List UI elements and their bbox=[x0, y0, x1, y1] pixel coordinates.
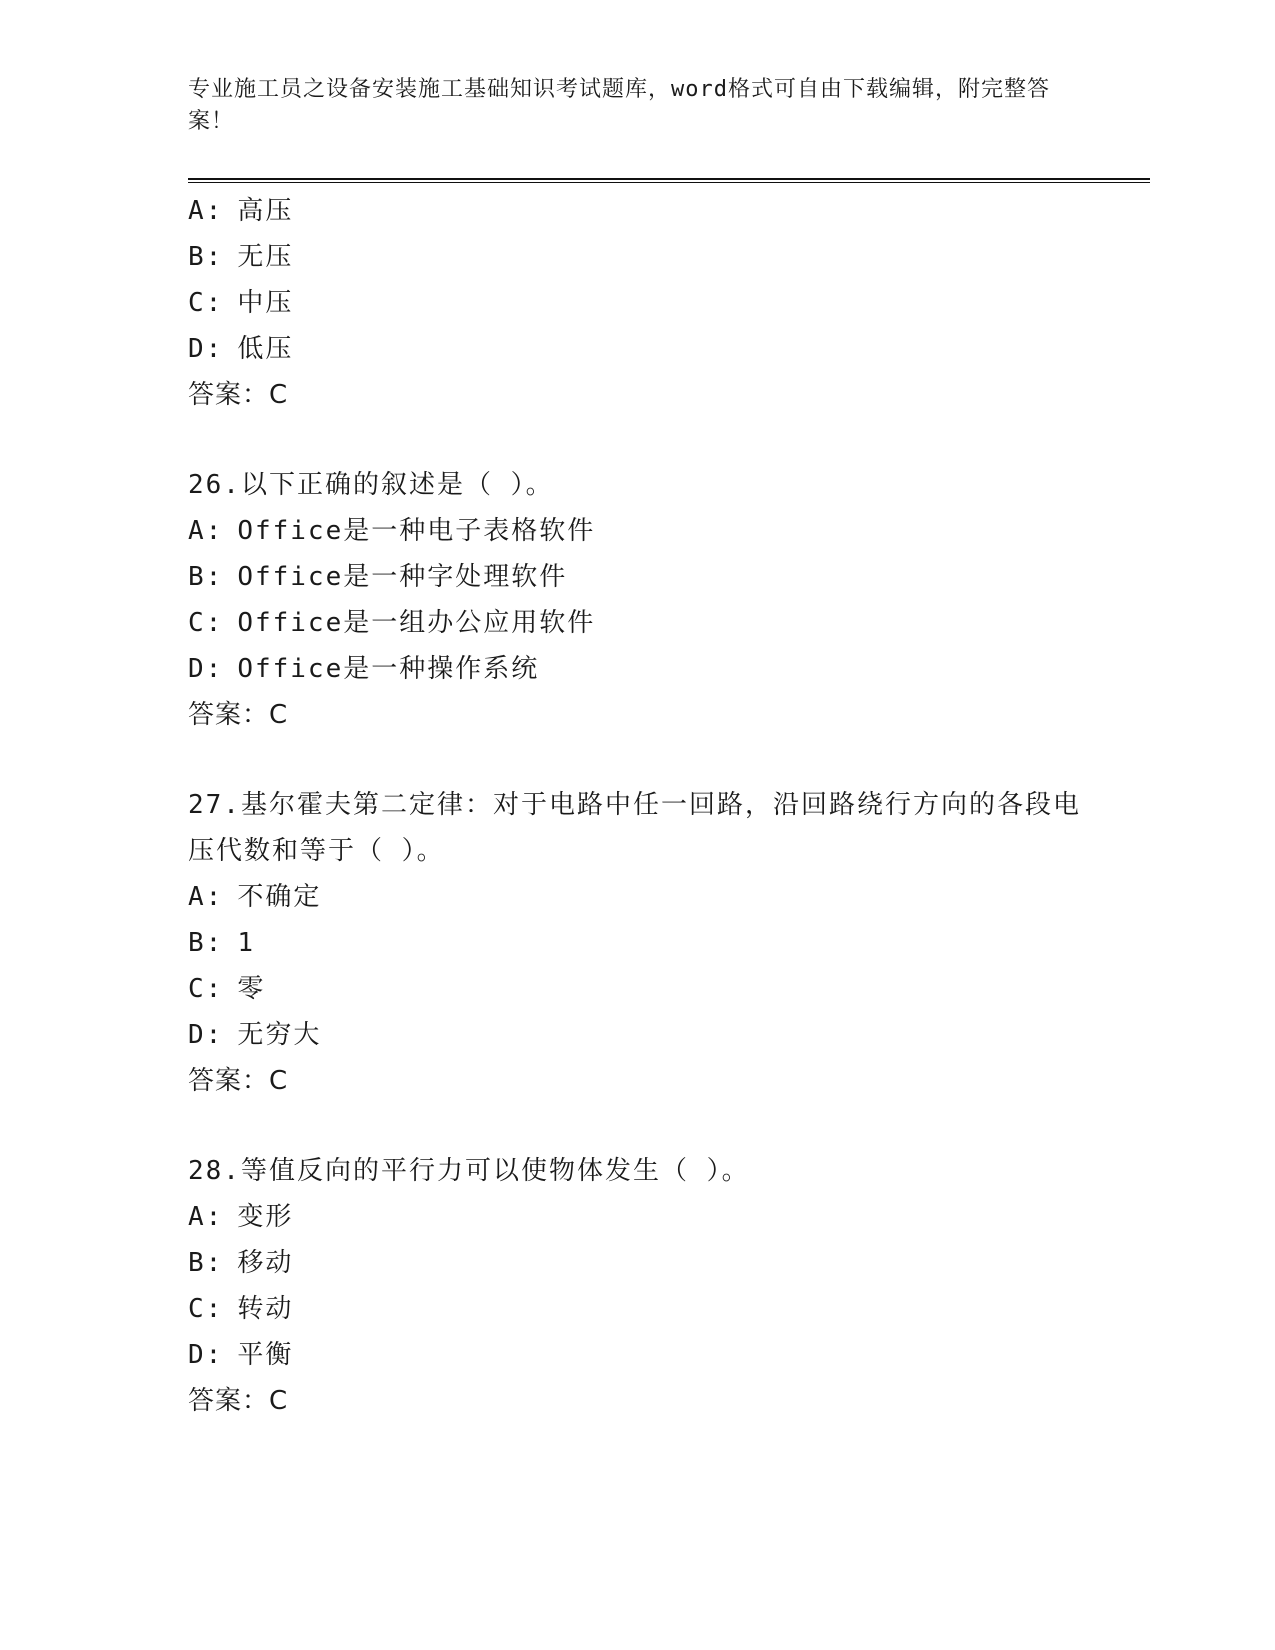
question-list bbox=[188, 188, 1088, 1424]
option-key: C: bbox=[188, 608, 224, 638]
option-text: 移动 bbox=[237, 1248, 294, 1278]
option-text: 中压 bbox=[237, 288, 294, 318]
option-key: C: bbox=[188, 288, 224, 318]
option-key: C: bbox=[188, 974, 224, 1004]
option-line bbox=[188, 874, 1088, 920]
spacer bbox=[188, 738, 1088, 782]
option-key: D: bbox=[188, 654, 224, 684]
option-text: 平衡 bbox=[237, 1340, 294, 1370]
option-line bbox=[188, 600, 1088, 646]
option-line bbox=[188, 1286, 1088, 1332]
option-text: 无压 bbox=[237, 242, 294, 272]
answer-line: 答案：C bbox=[188, 1066, 289, 1096]
option-key: D: bbox=[188, 1340, 224, 1370]
question-stem: 27.基尔霍夫第二定律：对于电路中任一回路，沿回路绕行方向的各段电压代数和等于（ ）。 bbox=[188, 790, 1081, 866]
option-text: 高压 bbox=[237, 196, 294, 226]
answer-line: 答案：C bbox=[188, 700, 289, 730]
option-text: Office是一种操作系统 bbox=[237, 654, 540, 684]
option-line bbox=[188, 920, 1088, 966]
spacer bbox=[188, 418, 1088, 462]
option-key: A: bbox=[188, 516, 224, 546]
option-text: 不确定 bbox=[237, 882, 322, 912]
option-line bbox=[188, 554, 1088, 600]
option-text: 无穷大 bbox=[237, 1020, 322, 1050]
option-text: 低压 bbox=[237, 334, 294, 364]
option-key: D: bbox=[188, 334, 224, 364]
option-text: Office是一种电子表格软件 bbox=[237, 516, 596, 546]
header-divider bbox=[188, 178, 1150, 183]
question-block bbox=[188, 462, 1088, 738]
option-line bbox=[188, 646, 1088, 692]
option-key: C: bbox=[188, 1294, 224, 1324]
option-text: 转动 bbox=[237, 1294, 294, 1324]
option-key: A: bbox=[188, 882, 224, 912]
option-key: A: bbox=[188, 196, 224, 226]
option-line bbox=[188, 1332, 1088, 1378]
option-key: B: bbox=[188, 562, 224, 592]
question-block bbox=[188, 782, 1088, 1104]
option-key: D: bbox=[188, 1020, 224, 1050]
option-line bbox=[188, 188, 1088, 234]
question-block-continued bbox=[188, 188, 1088, 418]
option-line bbox=[188, 280, 1088, 326]
option-text: Office是一组办公应用软件 bbox=[237, 608, 596, 638]
document-header: 专业施工员之设备安装施工基础知识考试题库，word格式可自由下载编辑，附完整答案！ bbox=[188, 77, 1050, 134]
option-line bbox=[188, 508, 1088, 554]
option-key: B: bbox=[188, 928, 224, 958]
option-line bbox=[188, 1240, 1088, 1286]
question-block bbox=[188, 1148, 1088, 1424]
option-text: 变形 bbox=[237, 1202, 294, 1232]
option-key: B: bbox=[188, 242, 224, 272]
option-line bbox=[188, 234, 1088, 280]
option-line bbox=[188, 966, 1088, 1012]
option-text: 1 bbox=[237, 928, 255, 958]
option-key: A: bbox=[188, 1202, 224, 1232]
option-text: Office是一种字处理软件 bbox=[237, 562, 568, 592]
option-text: 零 bbox=[237, 974, 266, 1004]
question-stem: 26.以下正确的叙述是（ ）。 bbox=[188, 470, 554, 500]
question-stem: 28.等值反向的平行力可以使物体发生（ ）。 bbox=[188, 1156, 750, 1186]
spacer bbox=[188, 1104, 1088, 1148]
option-key: B: bbox=[188, 1248, 224, 1278]
option-line bbox=[188, 326, 1088, 372]
option-line bbox=[188, 1194, 1088, 1240]
option-line bbox=[188, 1012, 1088, 1058]
answer-line: 答案：C bbox=[188, 380, 289, 410]
answer-line: 答案：C bbox=[188, 1386, 289, 1416]
